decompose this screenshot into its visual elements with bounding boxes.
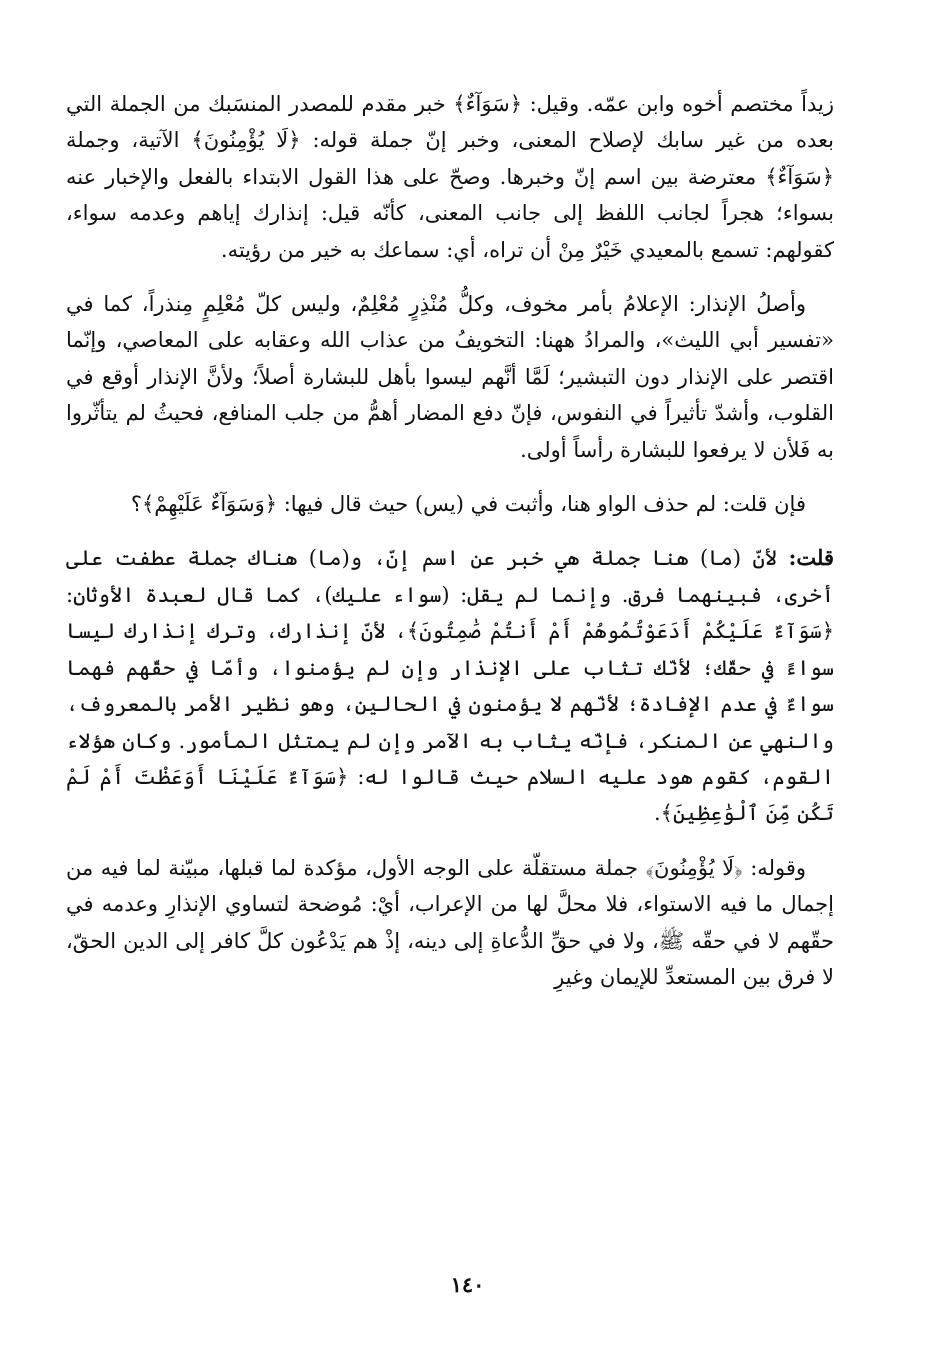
paragraph-5: وقوله: ﴿لَا يُؤْمِنُونَ﴾ جملة مستقلّة على الوجه الأول، مؤكدة لما قبلها، مبيّنة لما فيه من إجمال ما فيه الاستواء، فلا محلَّ لها من الإعراب، أيْ: مُوضحة لتساوي الإنذارِ وعدمه في حقّهم لا في حقّه ﷺ، ولا في حقِّ الدُّعاةِ إلى دينه، إذْ هم يَدْعُون كلَّ كافر إلى الدين الحقّ، لا فرق بين المستعدِّ للإيمان وغيرِ <box>66 855 834 989</box>
paragraph-3: فإن قلت: لم حذف الواو هنا، وأثبت في (يس) حيث قال فيها: ﴿وَسَوَآءٌ عَلَيْهِمْ﴾؟ <box>130 492 806 517</box>
paragraph-4-lead: قلت: <box>788 545 834 571</box>
paragraph-1: زيداً مختصم أخوه وابن عمّه. وقيل: ﴿سَوَآءٌ﴾ خبر مقدم للمصدر المنسَبك من الجملة التي بعده من غير سابك لإصلاح المعنى، وخبر إنّ جملة قوله: ﴿لَا يُؤْمِنُونَ﴾ الآتية، وجملة ﴿سَوَآءٌ﴾ معترضة بين اسم إنّ وخبرها. وصحّ على هذا القول الابتداء بالفعل والإخبار عنه بسواء؛ هجراً لجانب اللفظ إلى جانب المعنى، كأنّه قيل: إنذارك إياهم وعدمه سواء، كقولهم: تسمع بالمعيدي خَيْرٌ مِنْ أن تراه، أي: سماعك به خير من رؤيته. <box>66 92 834 262</box>
main-text <box>66 86 834 995</box>
paragraph-4-body: لأنّ (ما) هنا جملة هي خبر عن اسم إنّ، و(ما) هناك جملة عطفت على أخرى، فبينهما فرق. وإنما لم يقل: (سواء عليك)، كما قال لعبدة الأوثان: ﴿سَوَآءٌ عَلَيْكُمْ أَدَعَوْتُمُوهُمْ أَمْ أَنتُمْ صَٰمِتُونَ﴾، لأنّ إنذارك، وترك إنذارك ليسا سواءً في حقّك؛ لأنّك تثاب على الإنذار وإن لم يؤمنوا، وأمّا في حقّهم فهما سواءٌ في عدم الإفادة؛ لأنّهم لا يؤمنون في الحالين، وهو نظير الأمر بالمعروف، والنهي عن المنكر، فإنّه يثاب به الآمر وإن لم يمتثل المأمور. وكان هؤلاء القوم، كقوم هود عليه السلام حيث قالوا له: ﴿سَوَآءٌ عَلَيْنَا أَوَعَظْتَ أَمْ لَمْ تَكُن مِّنَ ٱلْوَٰعِظِينَ﴾. <box>66 546 834 826</box>
paragraph-4 <box>66 540 834 831</box>
paragraph-2: وأصلُ الإنذار: الإعلامُ بأمر مخوف، وكلُّ مُنْذِرٍ مُعْلِمٌ، وليس كلّ مُعْلِمٍ مِنذراً، كما في «تفسير أبي الليث»، والمرادُ ههنا: التخويفُ من عذاب الله وعقابه على المعاصي، وإنّما اقتصر على الإنذار دون التبشير؛ لَمَّا أنَّهم ليسوا بأهل للبشارة أصلاً؛ ولأنَّ الإنذار أوقع في القلوب، وأشدّ تأثيراً في النفوس، فإنّ دفع المضار أهمُّ من جلب المنافع، فحيثُ لم يتأثّروا به فَلأن لا يرفعوا للبشارة رأساً أولى. <box>66 292 834 462</box>
page-number: ١٤٠ <box>450 1272 485 1297</box>
